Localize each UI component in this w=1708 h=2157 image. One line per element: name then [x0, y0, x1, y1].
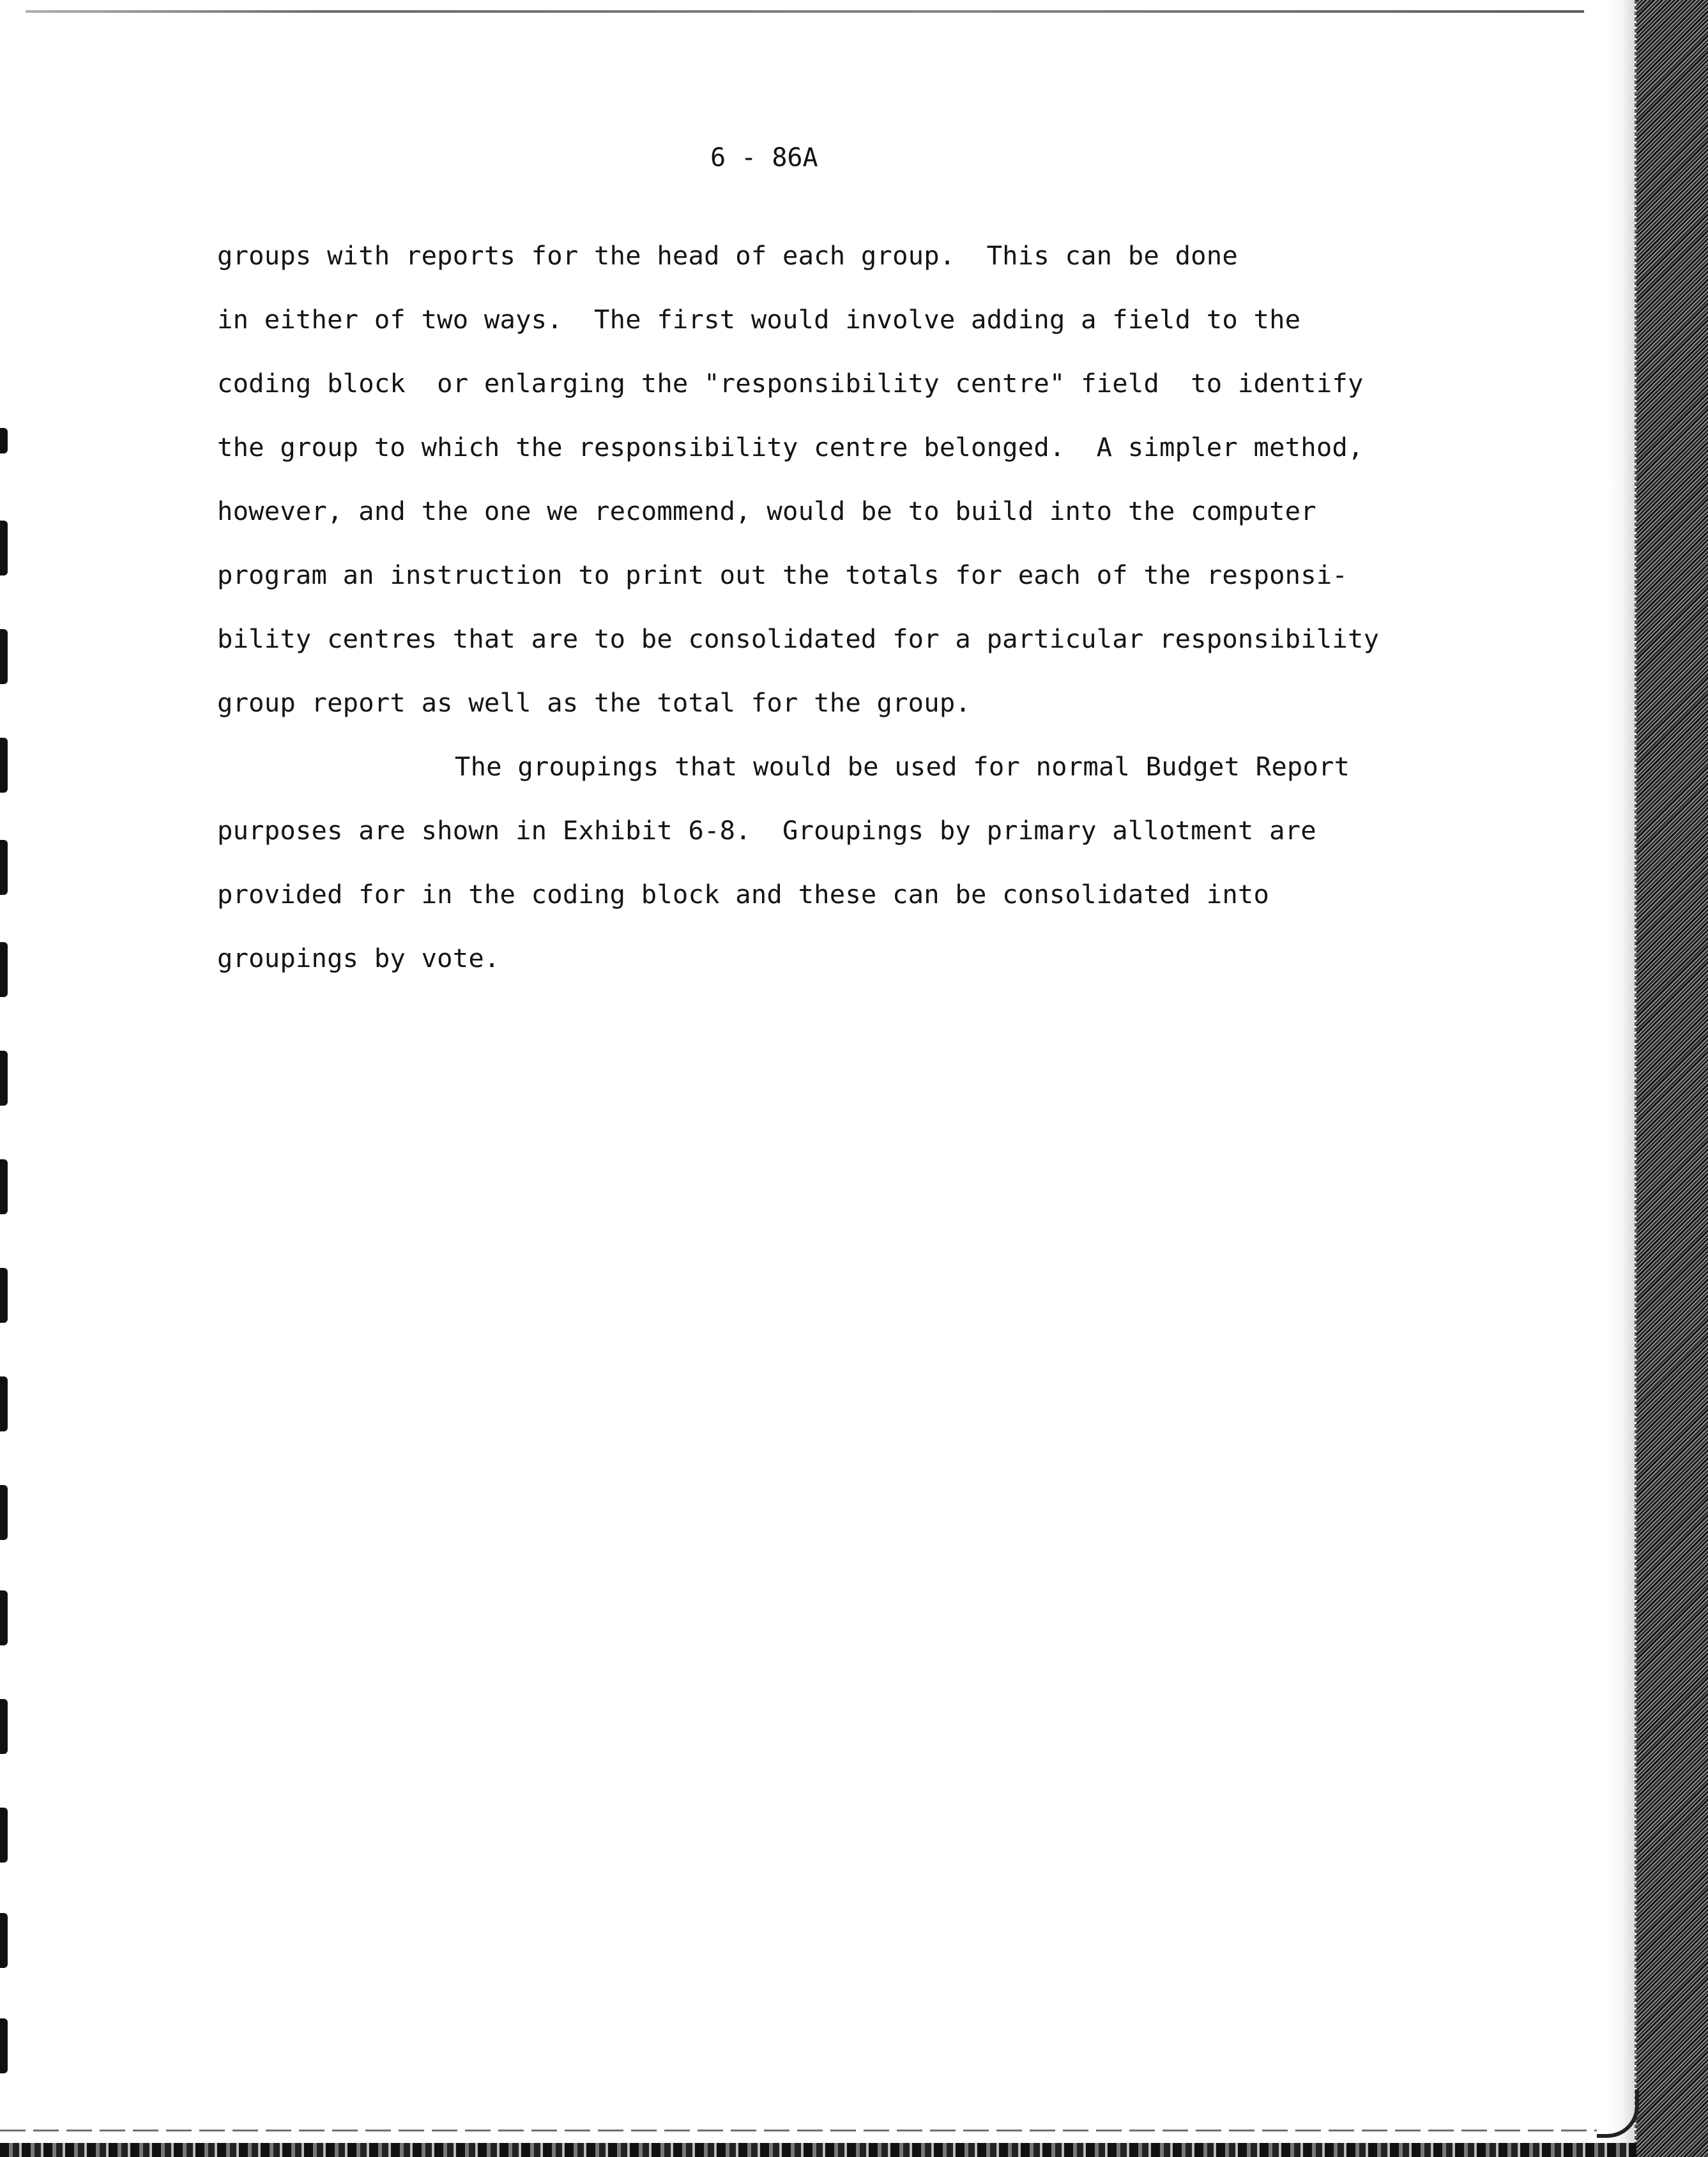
paragraph-line: however, and the one we recommend, would be to build into the computer	[217, 496, 1316, 526]
paragraph-line: group report as well as the total for the group.	[217, 687, 971, 718]
paragraph-line: The groupings that would be used for normal Budget Report	[455, 751, 1350, 782]
punch-mark	[0, 2018, 8, 2073]
punch-mark	[0, 1808, 8, 1863]
paragraph-line: provided for in the coding block and these can be consolidated into	[217, 879, 1270, 910]
paragraph-line: program an instruction to print out the totals for each of the responsi-	[217, 560, 1348, 590]
punch-mark	[0, 521, 8, 575]
paragraph-line: groups with reports for the head of each group. This can be done	[217, 240, 1238, 271]
punch-mark	[0, 942, 8, 997]
punch-mark	[0, 1590, 8, 1645]
punch-mark	[0, 738, 8, 793]
paragraph-line: purposes are shown in Exhibit 6-8. Groupings by primary allotment are	[217, 815, 1316, 846]
punch-mark	[0, 1159, 8, 1214]
punch-mark	[0, 1699, 8, 1754]
paragraph-line: groupings by vote.	[217, 943, 500, 973]
binding-strip	[1636, 0, 1708, 2157]
punch-mark	[0, 1485, 8, 1540]
paragraph-line: in either of two ways. The first would involve adding a field to the	[217, 304, 1301, 335]
page-number: 6 - 86A	[710, 143, 818, 172]
scan-bottom-line	[0, 2130, 1597, 2131]
page-curl-edge	[1608, 0, 1636, 2157]
paragraph-line: coding block or enlarging the "responsibility centre" field to identify	[217, 368, 1364, 399]
punch-mark	[0, 1376, 8, 1431]
punch-mark	[0, 1268, 8, 1323]
punch-mark	[0, 1913, 8, 1968]
paragraph-line: the group to which the responsibility centre belonged. A simpler method,	[217, 432, 1364, 462]
punch-mark	[0, 428, 8, 454]
punch-mark	[0, 629, 8, 684]
punch-mark	[0, 840, 8, 895]
scan-top-edge	[26, 10, 1584, 13]
scan-bottom-edge	[0, 2143, 1636, 2157]
punch-mark	[0, 1051, 8, 1106]
paragraph-line: bility centres that are to be consolidated for a particular responsibility	[217, 623, 1380, 654]
